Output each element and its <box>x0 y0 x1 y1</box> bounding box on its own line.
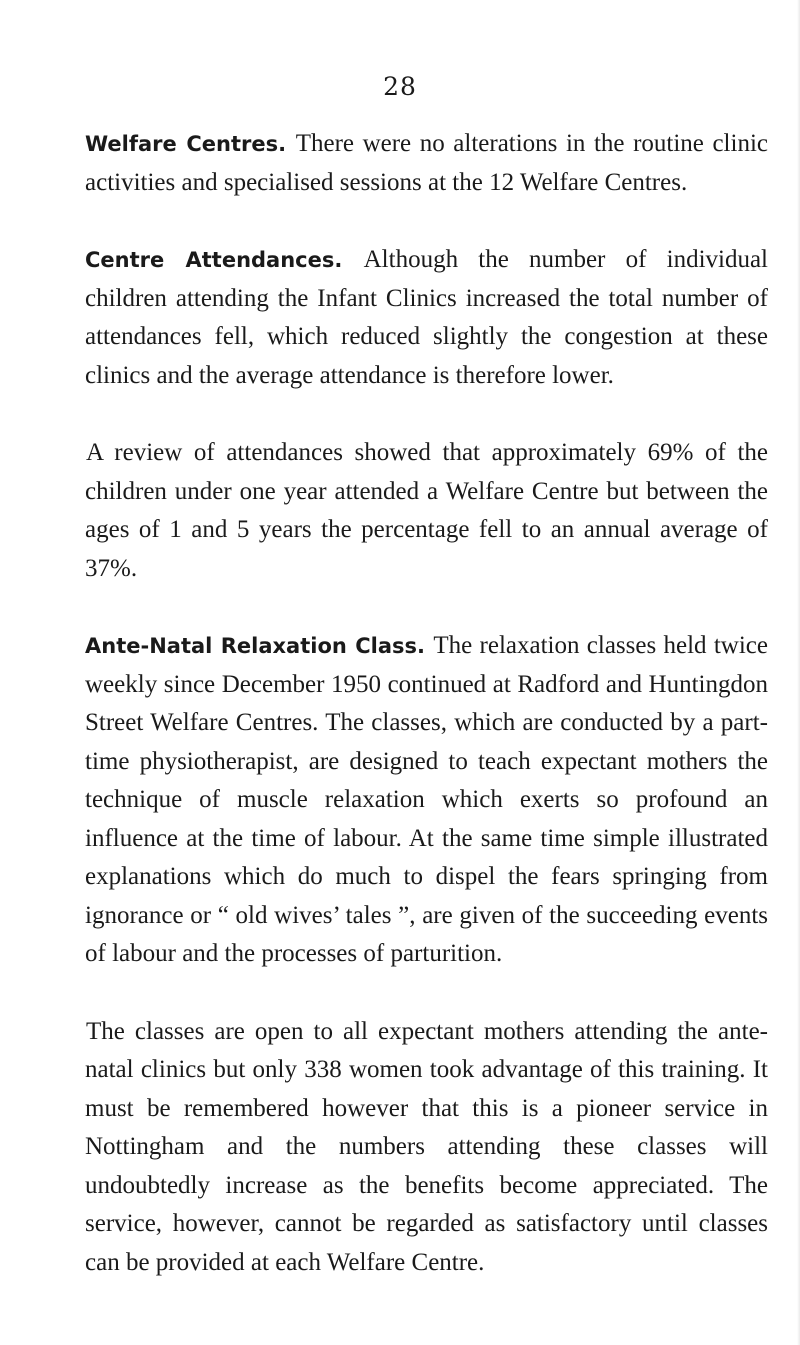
paragraph-heading: Ante-Natal Relaxation Class. <box>85 634 434 658</box>
paragraph-attendance-review <box>85 434 768 588</box>
paragraph-text: Although the number of individual children attending the Infant Clinics increased the total number of attendances fell, which reduced slightly the congestion at these clinics and the average attendance is therefore lower. <box>85 246 768 389</box>
body-text <box>85 125 768 1321</box>
paragraph-text: There were no alterations in the routine clinic activities and specialised sessions at the 12 Welfare Centres. <box>85 130 768 196</box>
page-number: 28 <box>383 72 417 101</box>
paragraph-text: A review of attendances showed that approximately 69% of the children under one year attended a Welfare Centre but between the ages of 1 and 5 years the percentage fell to an annual average of 37%. <box>85 439 768 582</box>
paragraph-text: The relaxation classes held twice weekly since December 1950 continued at Radford and Huntingdon Street Welfare Centres. The classes, which are conducted by a part-time physiotherapist, are designed to teach expectant mothers the technique of muscle relaxation which exerts so profound an influence at the time of labour. At the same time simple illustrated explanations which do much to dispel the fears springing from ignorance or “ old wives’ tales ”, are given of the succeeding events of labour and the processes of parturition. <box>85 632 768 967</box>
paragraph-heading: Centre Attendances. <box>85 248 364 272</box>
paragraph-heading: Welfare Centres. <box>85 132 296 156</box>
paragraph-text: The classes are open to all expectant mothers attending the ante-natal clinics but only 338 women took advantage of this training. It must be remembered however that this is a pioneer service in Nottingham and the numbers attending these classes will undoubtedly increase as the benefits become appreciated. The service, however, cannot be regarded as satisfactory until classes can be provided at each Welfare Centre. <box>85 1017 768 1276</box>
paragraph-class-attendance <box>85 1013 768 1283</box>
paragraph-centre-attendances <box>85 241 768 395</box>
paragraph-welfare-centres <box>85 125 768 202</box>
paragraph-ante-natal-relaxation <box>85 627 768 974</box>
